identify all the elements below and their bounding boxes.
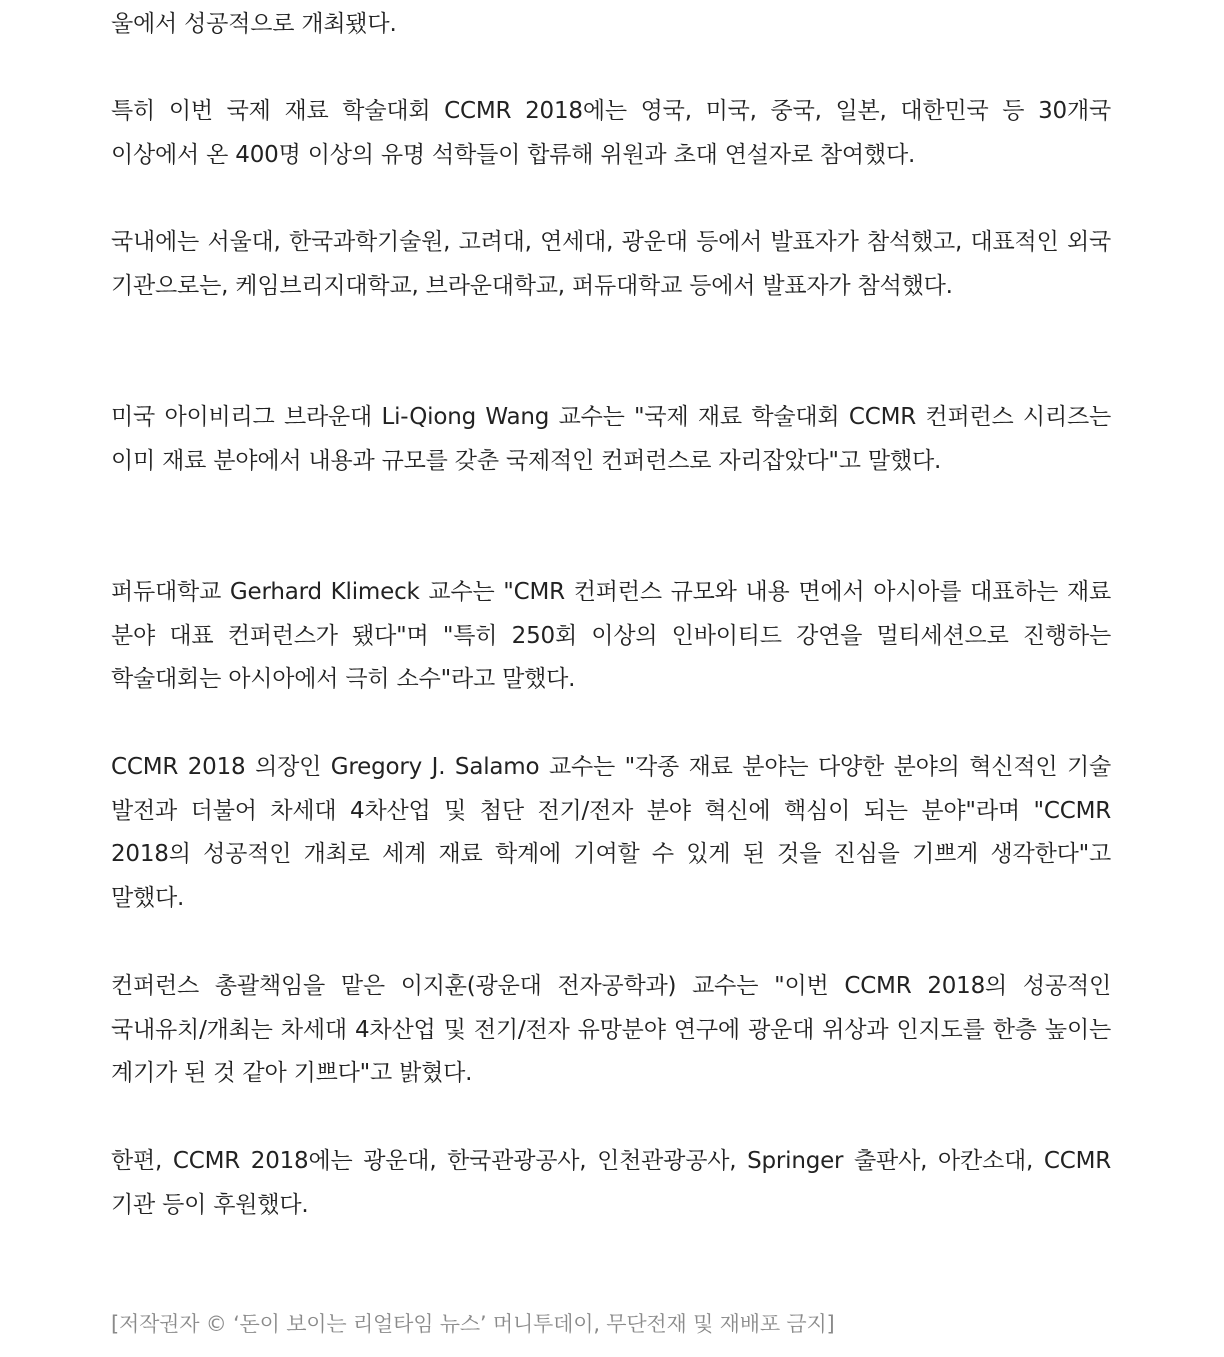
article-paragraph-1: 울에서 성공적으로 개최됐다. — [111, 11, 397, 37]
article-paragraph-2: 특히 이번 국제 재료 학술대회 CCMR 2018에는 영국, 미국, 중국, 일본, 대한민국 등 30개국 이상에서 온 400명 이상의 유명 석학들이 합류해 위원과 초대 연설자로 참여했다. — [111, 98, 1111, 168]
article-paragraph-3: 국내에는 서울대, 한국과학기술원, 고려대, 연세대, 광운대 등에서 발표자가 참석했고, 대표적인 외국 기관으로는, 케임브리지대학교, 브라운대학교, 퍼듀대학교 등에서 발표자가 참석했다. — [111, 229, 1111, 299]
article-paragraph-5: 퍼듀대학교 Gerhard Klimeck 교수는 "CMR 컨퍼런스 규모와 내용 면에서 아시아를 대표하는 재료 분야 대표 컨퍼런스가 됐다"며 "특히 250회 이상의 인바이티드 강연을 멀티세션으로 진행하는 학술대회는 아시아에서 극히 소수"라고 말했다. — [111, 579, 1111, 692]
article-paragraph-7: 컨퍼런스 총괄책임을 맡은 이지훈(광운대 전자공학과) 교수는 "이번 CCMR 2018의 성공적인 국내유치/개최는 차세대 4차산업 및 전기/전자 유망분야 연구에 광운대 위상과 인지도를 한층 높이는 계기가 된 것 같아 기쁘다"고 밝혔다. — [111, 973, 1111, 1086]
article-paragraph-8: 한편, CCMR 2018에는 광운대, 한국관광공사, 인천관광공사, Springer 출판사, 아칸소대, CCMR 기관 등이 후원했다. — [111, 1148, 1111, 1218]
article-paragraph-4: 미국 아이비리그 브라운대 Li-Qiong Wang 교수는 "국제 재료 학술대회 CCMR 컨퍼런스 시리즈는 이미 재료 분야에서 내용과 규모를 갖춘 국제적인 컨퍼런스로 자리잡았다"고 말했다. — [111, 404, 1111, 474]
copyright-notice: [저작권자 © ‘돈이 보이는 리얼타임 뉴스’ 머니투데이, 무단전재 및 재배포 금지] — [111, 1312, 835, 1336]
article-paragraph-6: CCMR 2018 의장인 Gregory J. Salamo 교수는 "각종 재료 분야는 다양한 분야의 혁신적인 기술 발전과 더불어 차세대 4차산업 및 첨단 전기/전자 분야 혁신에 핵심이 되는 분야"라며 "CCMR 2018의 성공적인 개최로 세계 재료 학계에 기여할 수 있게 된 것을 진심을 기쁘게 생각한다"고 말했다. — [111, 754, 1111, 911]
